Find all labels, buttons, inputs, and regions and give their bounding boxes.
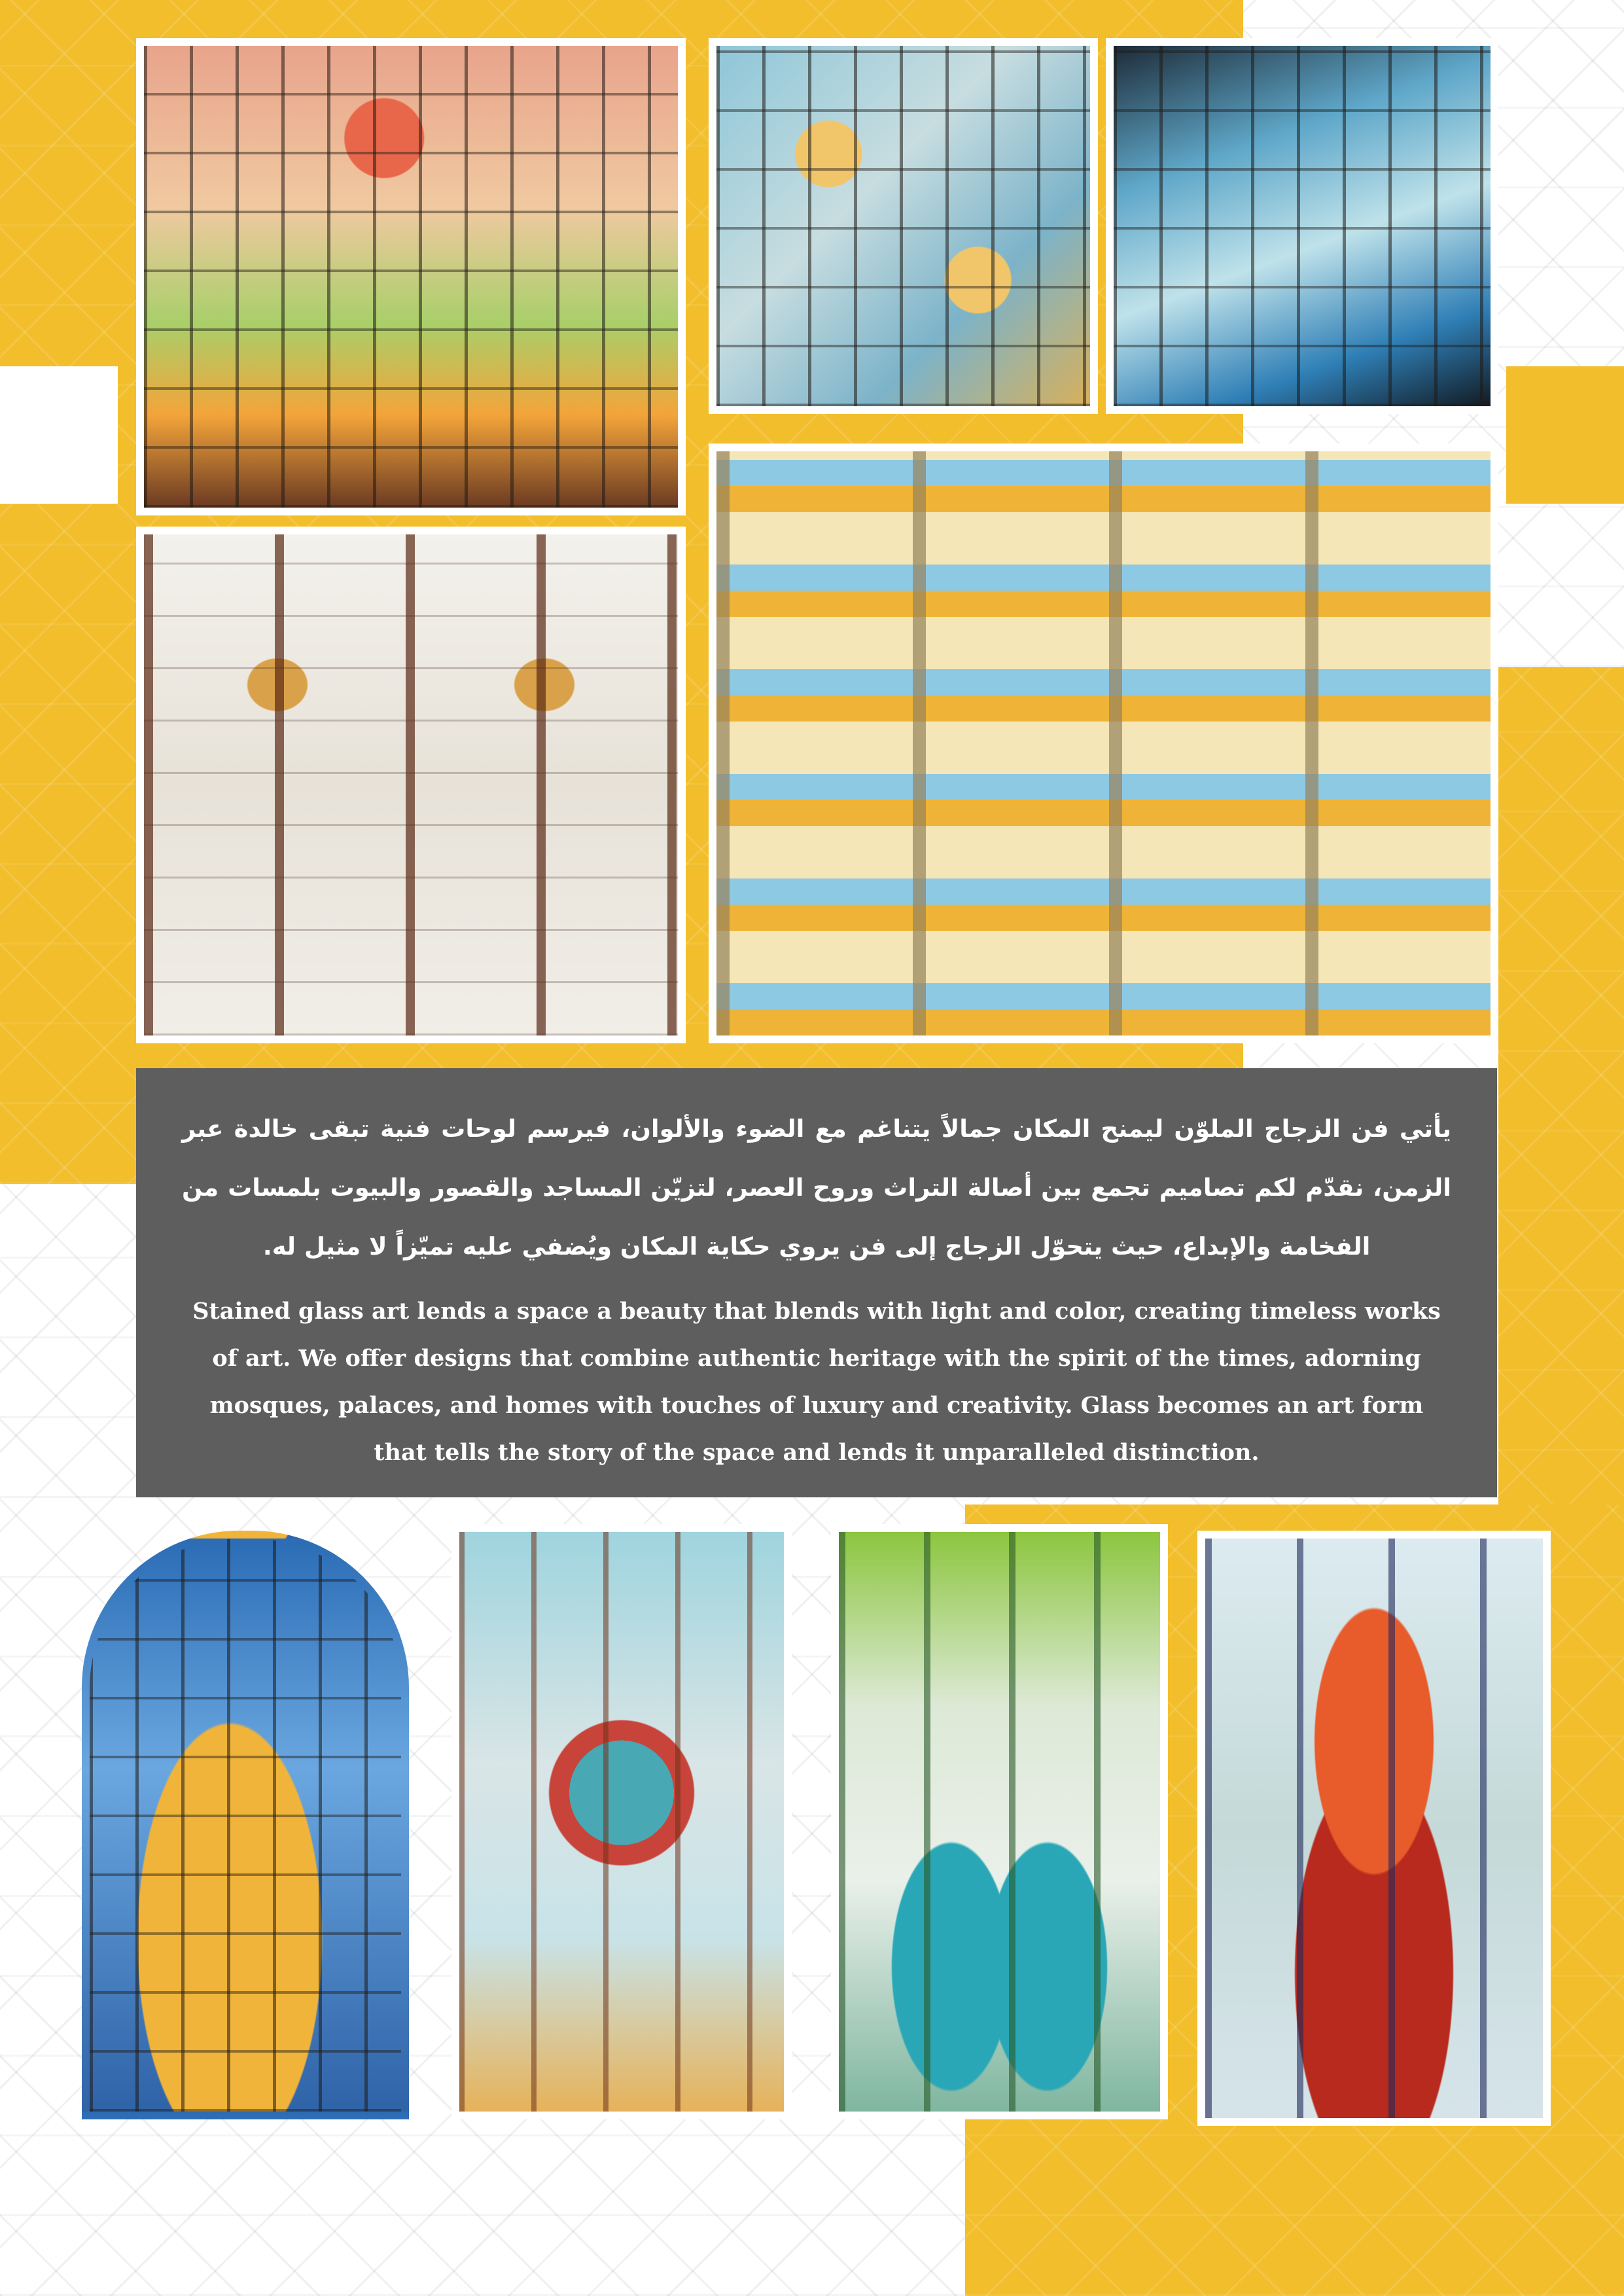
description-panel bbox=[136, 1068, 1497, 1497]
arabic-description: يأتي فن الزجاج الملوّن ليمنح المكان جمالاً يتناغم مع الضوء والألوان، فيرسم لوحات فنية تبقى خالدة عبر الزمن، نقدّم لكم تصاميم تجمع بين أصالة التراث وروح العصر، لتزيّن المساجد والقصور والبيوت بلمسات من الفخامة والإبداع، حيث يتحوّل الزجاج إلى فن يروي حكاية المكان ويُضفي عليه تميّزاً لا مثيل له. bbox=[182, 1115, 1451, 1261]
stained-glass-photo-tulips bbox=[1197, 1531, 1551, 2126]
stained-glass-photo-brown-scroll bbox=[136, 527, 686, 1043]
background-yellow-right bbox=[1498, 667, 1624, 1531]
stained-glass-photo-blue-panels bbox=[709, 38, 1098, 414]
stained-glass-photo-landscape bbox=[136, 38, 686, 515]
stained-glass-photo-bay-window bbox=[709, 444, 1498, 1043]
stained-glass-photo-blue-abstract bbox=[82, 1531, 409, 2119]
english-description: Stained glass art lends a space a beauty that blends with light and color, creating timeless works of art. We offer designs that combine authentic heritage with the spirit of the times, adorning mosques, palaces, and homes with touches of luxury and creativity. Glass becomes an art form that tells the story of the space and lends it unparalleled distinction. bbox=[192, 1298, 1441, 1466]
stained-glass-photo-staircase-window bbox=[1106, 38, 1498, 414]
stained-glass-photo-arch-ornament bbox=[451, 1524, 792, 2119]
stained-glass-photo-green-scrolls bbox=[831, 1524, 1168, 2119]
yellow-square-right bbox=[1506, 366, 1624, 504]
white-square-left bbox=[0, 366, 118, 504]
